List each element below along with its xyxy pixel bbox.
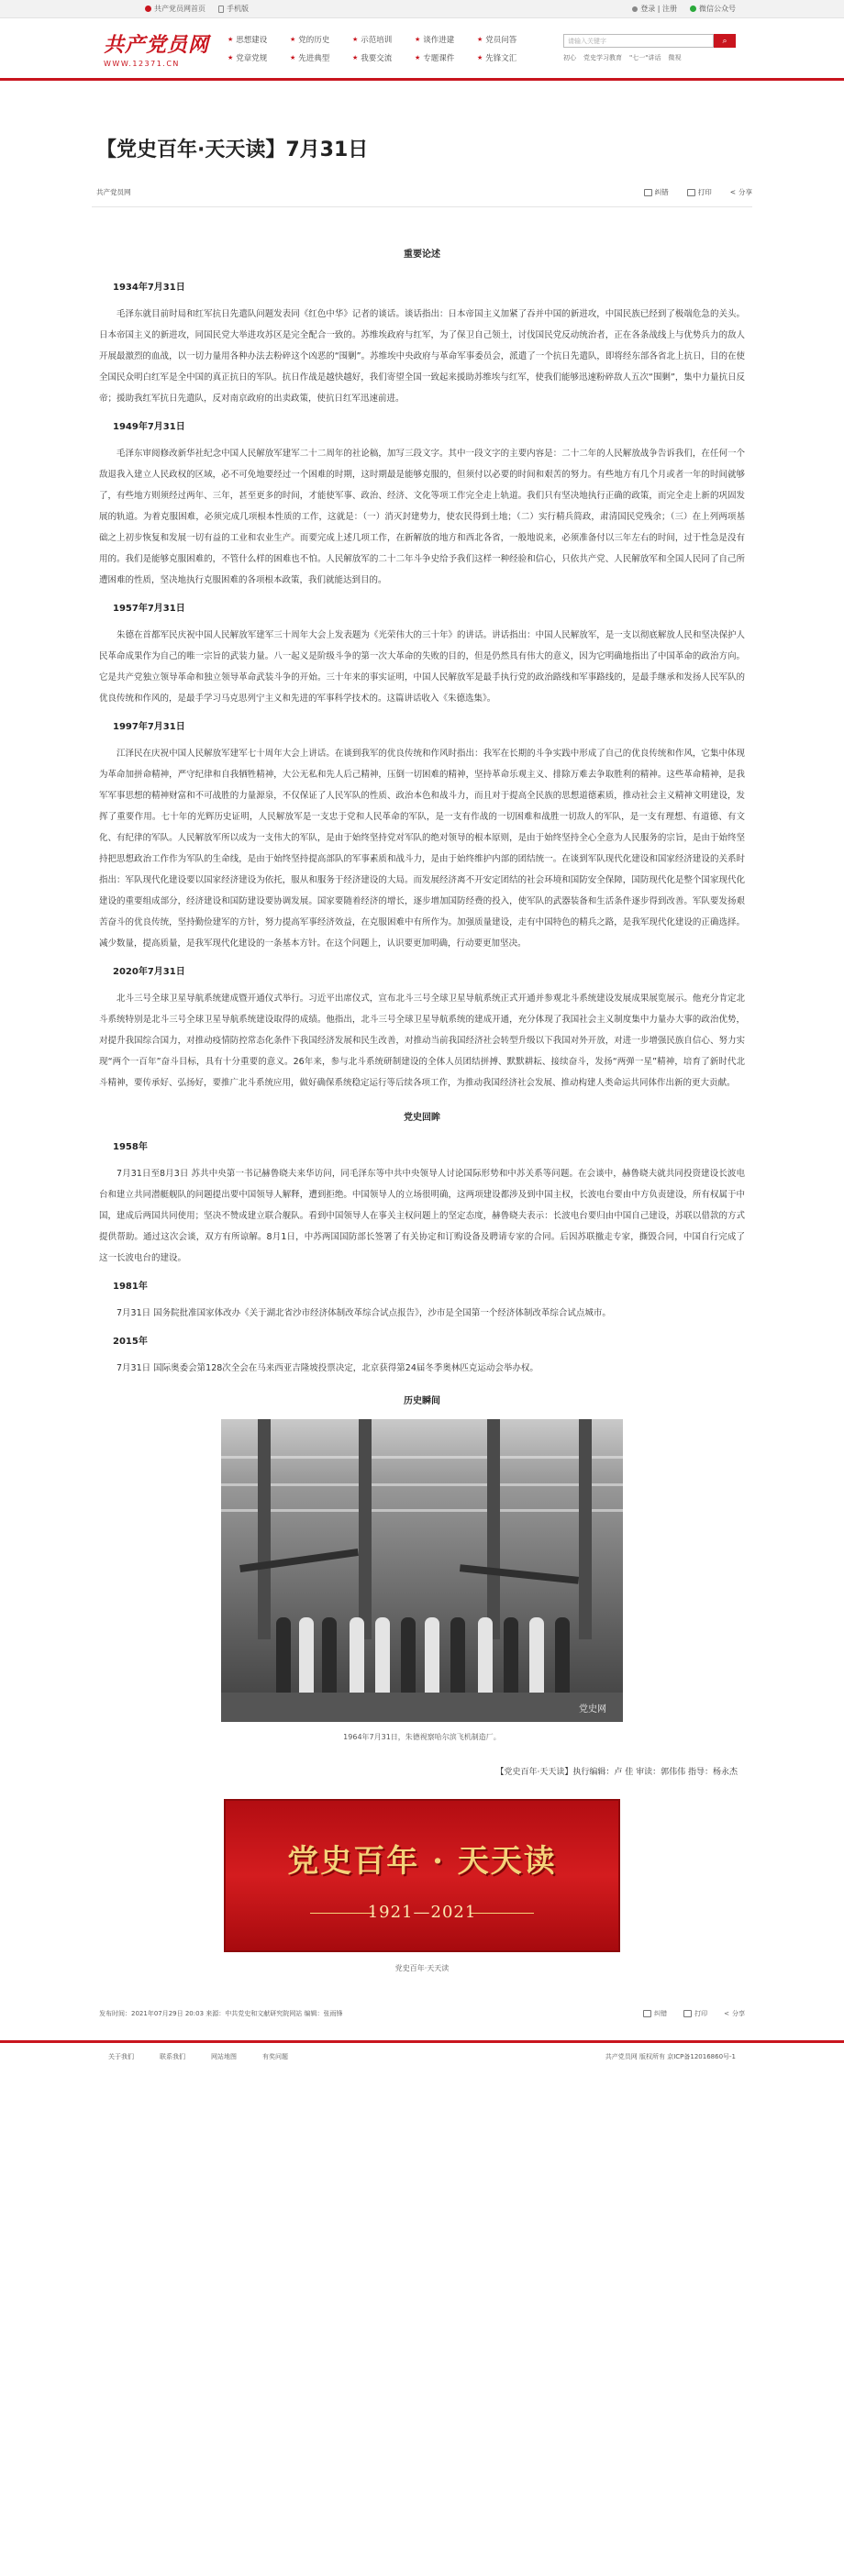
nav-item-label: 我要交流 bbox=[361, 53, 393, 63]
home-link-label: 共产党员网首页 bbox=[154, 5, 205, 13]
print-icon bbox=[687, 189, 695, 196]
site-footer bbox=[0, 2040, 844, 2071]
edit-icon bbox=[644, 189, 652, 196]
paragraph: 毛泽东审阅修改新华社纪念中国人民解放军建军二十二周年的社论稿，加写三段文字。其中一段文字的主要内容是：二十二年的人民解放战争告诉我们，在任何一个敌退我入建立人民政权的区域，必不可免地要经过一个困难的时期，这时期最是能够克服的，但须付以必要的时间和艰苦的努力。有些地方有几个月或者一年的时间就够了，有些地方则须经过两年、三年，甚至更多的时间，才能使军事、政治、经济、文化等项工作完全走上轨道。我们只有坚决地执行正确的政策，而完全走上新的巩固发展的轨道。为着克服困难，必须完成几项根本性质的工作，这就是：（一）消灭封建势力，使农民得到土地；（二）实行精兵简政，肃清国民党残余；（三）在上列两项基础之上初步恢复和发展一切有益的工业和农业生产。而要完成上述几项工作，在新解放的地方和西北各省，一般地说来，必须准备付以三年左右的时间，过于性急是没有用的。我们是能够克服困难的，不管什么样的困难也不怕。人民解放军的二十二年斗争史给予我们这样一种经验和信心，只依共产党、人民解放军和全国人民同了自己所遭困难的性质，坚决地执行克服困难的各项根本政策，我们就能达到目的。 bbox=[99, 449, 745, 585]
mobile-icon bbox=[218, 6, 224, 13]
print-button[interactable] bbox=[687, 187, 712, 197]
star-icon: ★ bbox=[228, 35, 234, 43]
report-error-button[interactable] bbox=[643, 2009, 667, 2018]
share-label: 分享 bbox=[732, 2010, 745, 2017]
nav-item[interactable] bbox=[228, 52, 290, 63]
home-icon bbox=[145, 6, 151, 12]
star-icon: ★ bbox=[228, 53, 234, 61]
nav-item-label: 先锋文汇 bbox=[485, 53, 517, 63]
mobile-link-label: 手机版 bbox=[227, 5, 249, 13]
mobile-link[interactable] bbox=[218, 4, 249, 14]
report-error-label: 纠错 bbox=[654, 188, 669, 196]
nav-item-label: 党章党规 bbox=[236, 53, 268, 63]
history-photo bbox=[221, 1419, 623, 1722]
hot-words bbox=[563, 53, 736, 62]
footer-link[interactable]: 有奖问题 bbox=[262, 2053, 288, 2060]
nav-item-label: 谈作进建 bbox=[423, 35, 455, 45]
print-label: 打印 bbox=[694, 2010, 708, 2017]
hot-word[interactable]: 初心 bbox=[563, 54, 576, 61]
search-area bbox=[563, 34, 736, 62]
publish-info: 发布时间：2021年07月29日 20:03 来源：中共党史和文献研究院网站 编辑：张雨锋 bbox=[99, 2010, 343, 2017]
wechat-icon bbox=[690, 6, 696, 12]
bottom-tools bbox=[643, 2009, 745, 2018]
edit-icon bbox=[643, 2010, 651, 2017]
year-heading: 2020年7月31日 bbox=[113, 967, 185, 977]
paragraph: 江泽民在庆祝中国人民解放军建军七十周年大会上讲话。在谈到我军的优良传统和作风时指出：我军在长期的斗争实践中形成了自己的优良传统和作风，它集中体现为革命加拼命精神，严守纪律和自我牺牲精神，大公无私和先人后己精神，压倒一切困难的精神，坚持革命乐观主义、排除万难去争取胜利的精神。这些革命精神，是我军军事思想的精神财富和不可战胜的力量源泉，不仅保证了人民军队的性质、政治本色和战斗力，而且对于提高全民族的思想道德素质，推动社会主义精神文明建设，发挥了重要作用。七十年的光辉历史证明，人民解放军是一支忠于党和人民革命的军队，是一支有作战的一切困难和战胜一切敌人的军队，是一支有理想、有道德、有文化、有纪律的军队。人民解放军所以成为一支伟大的军队，是由于始终坚持党对军队的绝对领导的根本原则，是由于始终坚持全心全意为人民服务的宗旨，是由于始终坚持把思想政治工作作为军队的生命线，是由于始终坚持提高部队的军事素质和战斗力，是由于始终维护内部的团结统一。在谈到军队现代化建设和国家经济建设的关系时指出：军队现代化建设要以国家经济建设为依托，服从和服务于经济建设的大局。而发展经济离不开安定团结的社会环境和国防安全保障，国防现代化是整个国家现代化建设的重要组成部分，经济建设和国防建设要协调发展。国家要随着经济的增长，逐步增加国防经费的投入，使军队的武器装备和生活条件逐步得到改善。军队要发扬艰苦奋斗的优良传统，坚持勤俭建军的方针，努力提高军事经济效益，在克服困难中有所作为。加强质量建设，走有中国特色的精兵之路，是我军现代化建设的正确选择。减少数量，提高质量，是我军现代化建设的一条基本方针。在这个问题上，认识要更加明确，行动要更加坚决。 bbox=[99, 749, 745, 949]
footer-link[interactable]: 关于我们 bbox=[108, 2053, 134, 2060]
footer-link[interactable]: 联系我们 bbox=[160, 2053, 185, 2060]
print-label: 打印 bbox=[697, 188, 712, 196]
login-label: 登录 | 注册 bbox=[640, 5, 677, 13]
wechat-link[interactable] bbox=[690, 4, 736, 14]
paragraph: 7月31日 国际奥委会第128次全会在马来西亚吉隆坡投票决定，北京获得第24届冬季奥林匹克运动会举办权。 bbox=[117, 1363, 539, 1373]
hot-word[interactable]: 微视 bbox=[668, 54, 682, 61]
section-heading: 历史瞬间 bbox=[404, 1396, 440, 1406]
star-icon: ★ bbox=[290, 35, 296, 43]
article-meta bbox=[92, 187, 752, 197]
star-icon: ★ bbox=[290, 53, 296, 61]
main-nav bbox=[228, 34, 539, 63]
share-button[interactable] bbox=[724, 2009, 745, 2018]
paragraph: 北斗三号全球卫星导航系统建成暨开通仪式举行。习近平出席仪式，宣布北斗三号全球卫星导航系统正式开通并参观北斗系统建设发展成果展览展示。他充分肯定北斗系统特别是北斗三号全球卫星导航系统建设取得的成绩。他指出，北斗三号全球卫星导航系统的建成开通，充分体现了我国社会主义制度集中力量办大事的政治优势，对提升我国综合国力，对推动疫情防控常态化条件下我国经济发展和民生改善，对推动当前我国经济社会转型升级以下我国对外开放，对进一步增强民族自信心、努力实现“两个一百年”奋斗目标，具有十分重要的意义。26年来，参与北斗系统研制建设的全体人员团结拼搏、默默耕耘、接续奋斗，发扬“两弹一星”精神，培育了新时代北斗精神，要传承好、弘扬好，要推广北斗系统应用，做好确保系统稳定运行等后续各项工作，为推动我国经济社会发展、推动构建人类命运共同体作出新的更大贡献。 bbox=[99, 994, 745, 1088]
paragraph: 7月31日 国务院批准国家体改办《关于湖北省沙市经济体制改革综合试点报告》，沙市是全国第一个经济体制改革综合试点城市。 bbox=[117, 1308, 611, 1318]
site-logo[interactable] bbox=[104, 29, 218, 68]
nav-item-label: 思想建设 bbox=[236, 35, 268, 45]
share-button[interactable] bbox=[730, 187, 752, 197]
article bbox=[92, 81, 752, 2018]
year-heading: 1957年7月31日 bbox=[113, 604, 185, 614]
editor-credits: 【党史百年·天天读】执行编辑：卢 佳 审读：郭伟伟 指导：杨永杰 bbox=[495, 1768, 738, 1777]
nav-item[interactable] bbox=[415, 34, 477, 45]
history-photo-figure bbox=[99, 1419, 745, 1742]
nav-item[interactable] bbox=[290, 34, 352, 45]
star-icon: ★ bbox=[477, 35, 483, 43]
share-label: 分享 bbox=[738, 188, 752, 196]
banner-years: 1921—2021 bbox=[367, 1903, 477, 1922]
section-heading: 重要论述 bbox=[404, 250, 440, 260]
login-link[interactable] bbox=[632, 4, 677, 14]
nav-item-label: 党员问答 bbox=[485, 35, 517, 45]
print-icon bbox=[683, 2010, 692, 2017]
nav-item[interactable] bbox=[290, 52, 352, 63]
year-heading: 1997年7月31日 bbox=[113, 722, 185, 732]
paragraph: 7月31日至8月3日 苏共中央第一书记赫鲁晓夫来华访问，同毛泽东等中共中央领导人讨论国际形势和中苏关系等问题。在会谈中，赫鲁晓夫就共同投资建设长波电台和建立共同潜艇舰队的问题提出要中国领导人解释，遭到拒绝。中国领导人的立场很明确，这两项建设都涉及到中国主权，长波电台要由中方负责建设，所有权属于中国，建成后两国共同使用；坚决不赞成建立联合舰队。看到中国领导人在事关主权问题上的坚定态度，赫鲁晓夫表示：长波电台要归由中国自己建设，苏联以借款的方式提供帮助。通过这次会谈，双方有所谅解。8月1日，中苏两国国防部长签署了有关协定和订购设备及聘请专家的合同。后因苏联撤走专家，撕毁合同，中国自行完成了这一长波电台的建设。 bbox=[99, 1169, 745, 1263]
nav-item-label: 专题课件 bbox=[423, 53, 455, 63]
year-heading: 1949年7月31日 bbox=[113, 422, 185, 432]
nav-item-label: 先进典型 bbox=[298, 53, 330, 63]
nav-item[interactable] bbox=[228, 34, 290, 45]
user-icon bbox=[632, 6, 638, 12]
photo-watermark: 党史网 bbox=[579, 1704, 606, 1715]
print-button[interactable] bbox=[683, 2009, 707, 2018]
year-heading: 1934年7月31日 bbox=[113, 283, 185, 293]
nav-item-label: 示范培训 bbox=[361, 35, 393, 45]
article-title: 【党史百年·天天读】7月31日 bbox=[96, 139, 369, 161]
nav-item[interactable] bbox=[352, 52, 415, 63]
wechat-label: 微信公众号 bbox=[699, 5, 736, 13]
banner-caption: 党史百年·天天读 bbox=[394, 1964, 450, 1972]
series-banner bbox=[224, 1799, 620, 1952]
hot-word[interactable]: 党史学习教育 bbox=[583, 54, 622, 61]
year-heading: 1981年 bbox=[113, 1282, 148, 1292]
nav-item[interactable] bbox=[477, 34, 539, 45]
star-icon: ★ bbox=[477, 53, 483, 61]
share-icon: < bbox=[724, 2010, 729, 2017]
copyright: 共产党员网 版权所有 京ICP备12016860号-1 bbox=[605, 2053, 736, 2060]
banner-figure bbox=[99, 1799, 745, 1973]
article-body bbox=[92, 246, 752, 2018]
search-input[interactable]: 请输入关键字 bbox=[563, 34, 714, 48]
top-utility-bar bbox=[0, 0, 844, 18]
year-heading: 1958年 bbox=[113, 1142, 148, 1152]
logo-text: 共产党员网 bbox=[104, 32, 210, 57]
star-icon: ★ bbox=[415, 53, 421, 61]
paragraph: 朱德在首都军民庆祝中国人民解放军建军三十周年大会上发表题为《光荣伟大的三十年》的讲话。讲话指出：中国人民解放军，是一支以彻底解放人民和坚决保护人民革命成果作为自己的唯一宗旨的武装力量。八一起义是阶级斗争的第一次大革命的失败的目的，但是仍然具有伟大的意义，因为它明确地指出了中国革命的政治方向。它是共产党独立领导革命和独立领导革命武装斗争的开始。三十年来的事实证明，中国人民解放军是最手执行党的政治路线和军事路线的，是最手继承和发扬人民军队的优良传统和作风的，是最手学习马克思列宁主义和先进的军事科学技术的。这篇讲话收入《朱德选集》。 bbox=[99, 630, 745, 704]
report-error-button[interactable] bbox=[644, 187, 669, 197]
section-heading: 党史回眸 bbox=[404, 1113, 440, 1123]
nav-item-label: 党的历史 bbox=[298, 35, 330, 45]
year-heading: 2015年 bbox=[113, 1337, 148, 1347]
banner-title: 党史百年 · 天天读 bbox=[287, 1843, 557, 1880]
nav-item[interactable] bbox=[415, 52, 477, 63]
hot-word[interactable]: "七一"讲话 bbox=[629, 54, 661, 61]
search-button[interactable] bbox=[714, 34, 736, 48]
star-icon: ★ bbox=[415, 35, 421, 43]
star-icon: ★ bbox=[352, 35, 359, 43]
nav-item[interactable] bbox=[477, 52, 539, 63]
publish-info-bar bbox=[99, 2009, 745, 2018]
divider bbox=[92, 206, 752, 207]
article-source: 共产党员网 bbox=[96, 188, 131, 196]
home-link[interactable] bbox=[145, 4, 205, 14]
search-icon: ⌕ bbox=[722, 36, 727, 46]
nav-item[interactable] bbox=[352, 34, 415, 45]
logo-url: WWW.12371.CN bbox=[104, 59, 180, 68]
star-icon: ★ bbox=[352, 53, 359, 61]
share-icon: < bbox=[729, 188, 736, 196]
article-tools bbox=[644, 187, 752, 197]
footer-link[interactable]: 网站地图 bbox=[211, 2053, 237, 2060]
report-error-label: 纠错 bbox=[654, 2010, 668, 2017]
footer-links bbox=[108, 2052, 288, 2061]
paragraph: 毛泽东就目前时局和红军抗日先遣队问题发表同《红色中华》记者的谈话。谈话指出：日本帝国主义加紧了吞并中国的新进攻，中国民族已经到了极端危急的关头。日本帝国主义的新进攻，同国民党大举进攻苏区是完全配合一致的。苏维埃政府与红军，为了保卫自己领土，讨伐国民党反动统治者，正在各条战线上与优势兵力的敌人开展最激烈的血战，以一切力量用各种办法去粉碎这个凶恶的“围剿”。苏维埃中央政府与革命军事委员会，派遣了一个抗日先遣队，即将经东部各省北上抗日，目的在使全国民众明白红军是全中国的真正抗日的军队。抗日作战是越快越好，我们寄望全国一致起来援助苏维埃与红军，使我们能够迅速粉碎敌人五次“围剿”，集中力量抗日反帝；援助我红军抗日先遣队，反对南京政府的出卖政策，使抗日红军迅速前进。 bbox=[99, 309, 745, 404]
photo-caption: 1964年7月31日，朱德视察哈尔滨飞机制造厂。 bbox=[343, 1733, 501, 1741]
site-header bbox=[0, 18, 844, 81]
